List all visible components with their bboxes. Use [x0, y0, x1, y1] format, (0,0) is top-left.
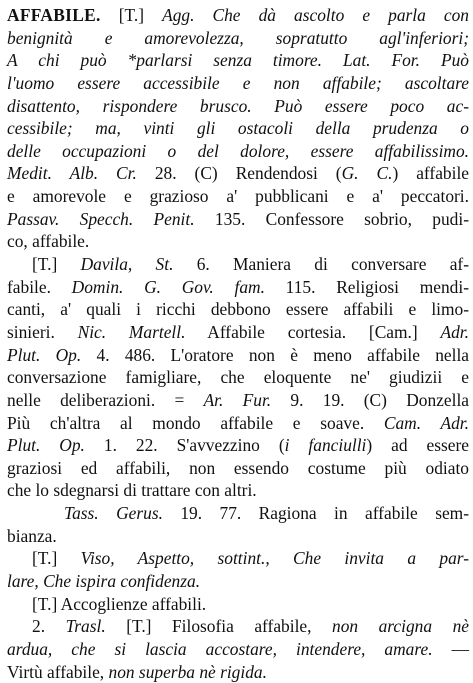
italic-text: non arcigna nè [332, 616, 469, 637]
entry-line [7, 525, 469, 548]
italic-text: G. C. [341, 163, 393, 184]
text-run: 115. Religiosi mendi- [264, 276, 469, 297]
text-run: nelle deliberazioni. = [7, 389, 204, 410]
italic-text: Plut. Op. [7, 344, 82, 365]
text-run: [T.] Accoglienze affabili. [32, 593, 207, 614]
entry-line [7, 457, 469, 480]
italic-text: Nic. Martell. [77, 321, 186, 342]
entry-line [7, 4, 469, 27]
italic-text: delle occupazioni o del dolore, essere affabilissimo. [7, 140, 469, 161]
text-run: bianza. [7, 525, 57, 546]
headword: AFFABILE. [7, 5, 101, 25]
entry-line [7, 389, 469, 412]
text-run: canti, a' quali i ricchi debbono essere affabili e limo- [7, 299, 469, 320]
italic-text: i fanciulli [284, 435, 367, 456]
entry-line [7, 185, 469, 208]
italic-text: Domin. G. Gov. fam. [71, 276, 265, 297]
italic-text: Agg. Che dà ascolto e parla con [162, 5, 469, 25]
text-run: graziosi ed affabili, non essendo costume più odiato [7, 457, 469, 478]
entry-line [7, 502, 469, 525]
text-run: conversazione famigliare, che eloquente ne' giudizii e [7, 367, 469, 388]
entry-line [7, 321, 469, 344]
text-run: 19. 77. Ragiona in affabile sem- [162, 503, 469, 524]
entry-line [7, 434, 469, 457]
text-run: sinieri. [7, 321, 78, 342]
text-run: — [432, 638, 469, 659]
italic-text: Plut. Op. [7, 435, 85, 456]
text-run: 4. 486. L'oratore non è meno affabile nella [81, 344, 469, 365]
italic-text: benignità e amorevolezza, sopratutto agl'inferiori; [7, 27, 469, 48]
entry-line [7, 276, 469, 299]
text-run: fabile. [7, 276, 72, 297]
text-run: 135. Confessore sobrio, pudi- [194, 208, 469, 229]
text-run: e amorevole e grazioso a' pubblicani e a' peccatori. [7, 186, 469, 207]
entry-line [7, 344, 469, 367]
italic-text: A chi può *parlarsi senza timore. Lat. For. Può [7, 50, 469, 71]
italic-text: Ar. Fur. [203, 389, 272, 410]
text-run: [T.] [32, 254, 81, 275]
text-run: co, affabile. [7, 231, 90, 252]
italic-text: Tass. Gerus. [64, 503, 163, 524]
italic-text: Medit. Alb. Cr. [7, 163, 137, 184]
italic-text: lare, Che ispira confidenza. [7, 571, 201, 592]
text-run: Più ch'altra al mondo affabile e soave. [7, 412, 384, 433]
entry-line [7, 117, 469, 140]
text-run: 6. Maniera di conversare af- [173, 254, 470, 275]
text-run: Virtù affabile, [7, 661, 109, 682]
italic-text: Davila, St. [80, 254, 174, 275]
entry-line [7, 570, 469, 593]
text-run: 28. (C) Rendendosi ( [136, 163, 342, 184]
text-run: che lo sdegnarsi di trattare con altri. [7, 480, 257, 501]
entry-line [7, 547, 469, 570]
italic-text: Viso, Aspetto, sottint., Che invita a par- [80, 548, 470, 569]
italic-text: Trasl. [65, 616, 106, 637]
entry-line [7, 593, 469, 616]
entry-line [7, 140, 469, 163]
text-run: ) ad essere [366, 435, 470, 456]
italic-text: Passav. Specch. Penit. [7, 208, 195, 229]
italic-text: l'uomo essere accessibile e non affabile; ascoltare [7, 72, 469, 93]
entry-line [7, 479, 469, 502]
entry-line [7, 615, 469, 638]
text-run: ) affabile [392, 163, 469, 184]
italic-text: non superba nè rigida. [108, 661, 267, 682]
entry-line [7, 253, 469, 276]
entry-line [7, 638, 469, 661]
entry-line [7, 412, 469, 435]
text-run: [T.] [100, 5, 163, 25]
entry-line [7, 72, 469, 95]
italic-text: ardua, che si lascia accostare, intendere, amare. [7, 638, 433, 659]
entry-line [7, 366, 469, 389]
entry-line [7, 298, 469, 321]
italic-text: disattento, rispondere brusco. Può essere poco ac- [7, 95, 469, 116]
text-run: 1. 22. S'avvezzino ( [84, 435, 285, 456]
entry-line [7, 208, 469, 231]
text-run: [T.] Filosofia affabile, [105, 616, 332, 637]
entry-line [7, 95, 469, 118]
entry-line [7, 661, 469, 683]
text-run: 9. 19. (C) Donzella [271, 389, 469, 410]
entry-line [7, 162, 469, 185]
entry-line [7, 27, 469, 50]
italic-text: Cam. Adr. [383, 412, 469, 433]
italic-text: Adr. [440, 321, 469, 342]
text-run: Affabile cortesia. [Cam.] [185, 321, 441, 342]
italic-text: cessibile; ma, vinti gli ostacoli della prudenza o [7, 118, 469, 139]
text-run: 2. [32, 616, 66, 637]
entry-line [7, 230, 469, 253]
text-run: [T.] [32, 548, 81, 569]
entry-line [7, 49, 469, 72]
